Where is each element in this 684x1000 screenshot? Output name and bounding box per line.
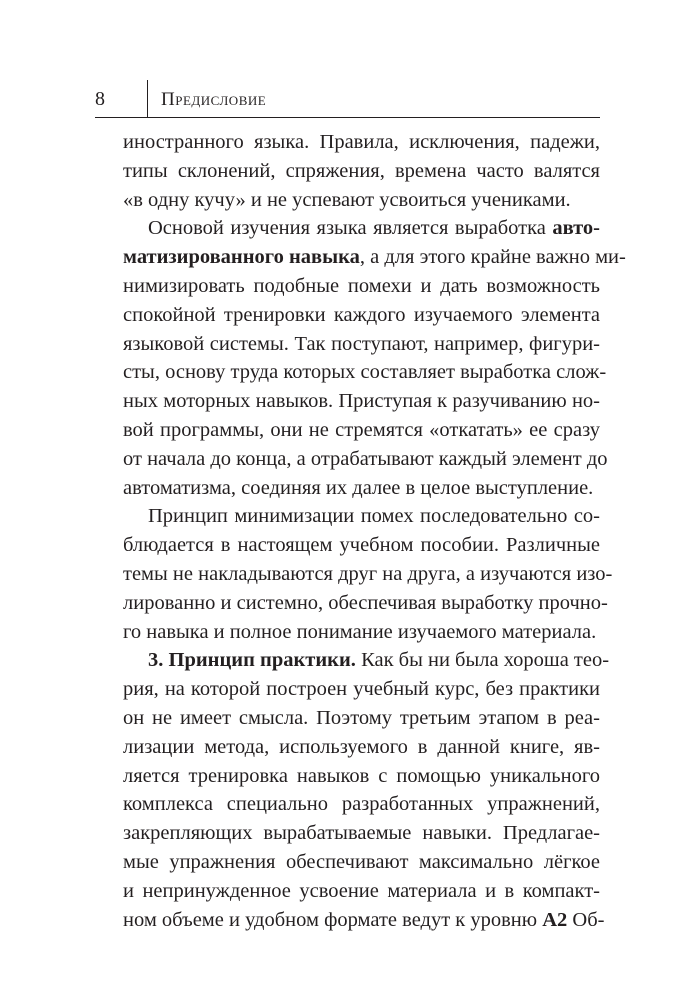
text-segment: мые упражнения обеспечивают максимально лёгкое (123, 850, 600, 873)
text-line (123, 445, 608, 474)
bold-text: авто- (552, 217, 600, 240)
text-segment: закрепляющих вырабатываемые навыки. Предлагае- (123, 822, 600, 845)
bold-text: 3. Принцип практики. (148, 649, 356, 672)
text-segment: темы не накладываются друг на друга, а изучаются изо- (123, 562, 613, 585)
text-line (123, 243, 626, 272)
text-line (123, 618, 600, 647)
text-segment: ных моторных навыков. Приступая к разучиванию но- (123, 390, 600, 413)
text-segment: рия, на которой построен учебный курс, без практики (123, 678, 600, 701)
text-line (123, 502, 600, 531)
text-line (123, 358, 607, 387)
text-segment: блюдается в настоящем учебном пособии. Различные (123, 534, 600, 557)
text-line (123, 819, 600, 848)
body-text (123, 128, 626, 934)
text-segment: лированно и системно, обеспечивая выработку прочно- (123, 591, 608, 614)
header-divider (147, 80, 148, 117)
text-line (123, 877, 600, 906)
text-line (123, 848, 600, 877)
text-segment: комплекса специально разработанных упражнений, (123, 793, 600, 816)
text-segment: Основой изучения языка является выработка (148, 217, 553, 240)
text-line (123, 474, 600, 503)
text-segment: Об- (567, 908, 605, 931)
text-segment: сты, основу труда которых составляет выработка слож- (123, 361, 607, 384)
text-line (123, 214, 600, 243)
text-segment: , а для этого крайне важно ми- (359, 246, 626, 269)
text-line (123, 128, 600, 157)
text-line (123, 733, 600, 762)
text-line (123, 560, 613, 589)
text-segment: нимизировать подобные помехи и дать возможность (123, 274, 600, 297)
text-line (123, 762, 600, 791)
text-line (123, 531, 600, 560)
text-line (123, 330, 600, 359)
text-line (123, 416, 600, 445)
text-segment: языковой системы. Так поступают, например, фигури- (123, 332, 600, 355)
text-line (123, 157, 600, 186)
running-header (95, 86, 600, 118)
text-line (123, 387, 600, 416)
text-segment: «в одну кучу» и не успевают усвоиться учениками. (123, 188, 571, 211)
page-number: 8 (95, 88, 105, 110)
text-line (123, 186, 600, 215)
text-segment: ляется тренировка навыков с помощью уникального (123, 764, 600, 787)
text-segment: Принцип минимизации помех последовательно со- (148, 505, 600, 528)
text-line (123, 675, 600, 704)
bold-text: матизированного навыка (123, 246, 360, 269)
text-segment: от начала до конца, а отрабатывают каждый элемент до (123, 447, 608, 470)
text-line (123, 906, 605, 935)
bold-text: А2 (542, 908, 568, 931)
text-segment: спокойной тренировки каждого изучаемого элемента (123, 303, 600, 326)
text-line (123, 646, 610, 675)
text-line (123, 704, 600, 733)
text-line (123, 790, 600, 819)
running-title: Предисловие (161, 89, 267, 110)
text-segment: и непринужденное усвоение материала и в компакт- (123, 879, 600, 902)
text-segment: типы склонений, спряжения, времена часто валятся (123, 159, 600, 182)
text-segment: ном объеме и удобном формате ведут к уровню (123, 908, 543, 931)
text-segment: он не имеет смысла. Поэтому третьим этапом в реа- (123, 706, 600, 729)
text-segment: автоматизма, соединяя их далее в целое выступление. (123, 476, 594, 499)
text-segment: иностранного языка. Правила, исключения, падежи, (123, 131, 600, 153)
text-line (123, 589, 608, 618)
text-segment: лизации метода, используемого в данной книге, яв- (123, 735, 600, 758)
text-line (123, 301, 600, 330)
text-segment: го навыка и полное понимание изучаемого материала. (123, 620, 597, 643)
text-segment: вой программы, они не стремятся «откатать» ее сразу (123, 418, 600, 441)
text-segment: Как бы ни была хороша тео- (355, 649, 610, 672)
text-line (123, 272, 600, 301)
